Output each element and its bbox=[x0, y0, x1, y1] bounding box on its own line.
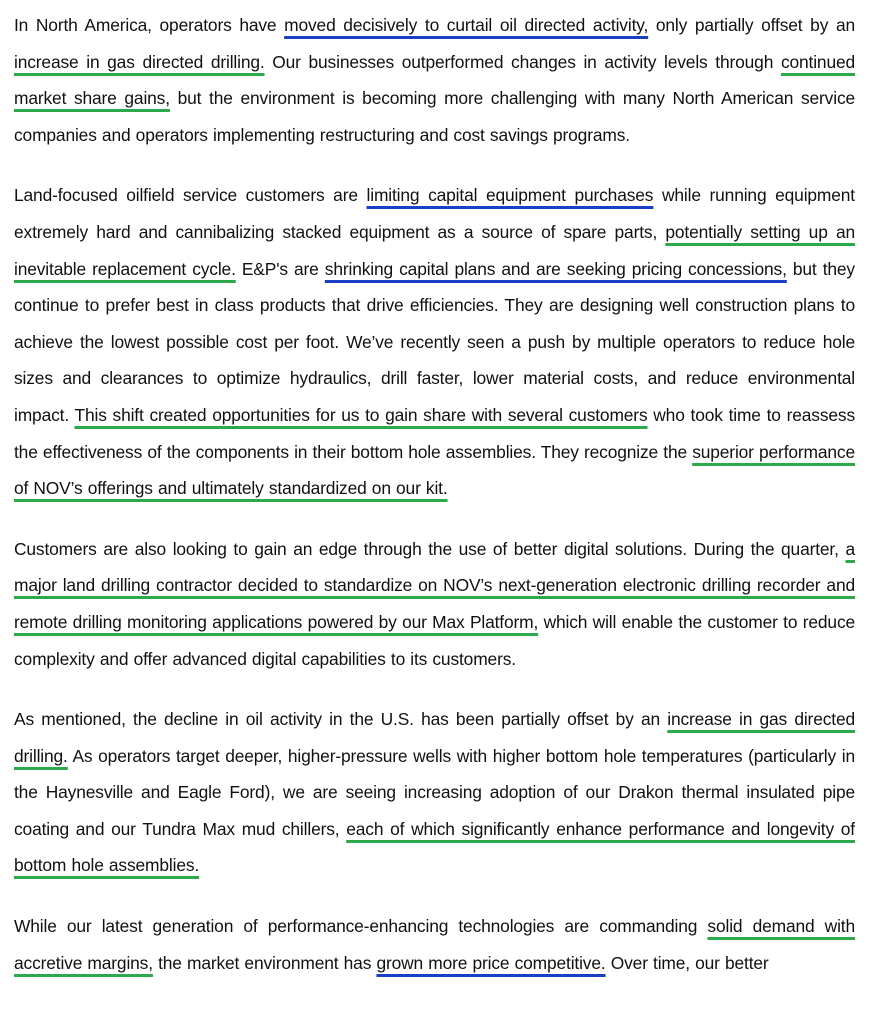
green-underlined-phrase: potentially setting up an inevitable replacement cycle. bbox=[14, 221, 856, 279]
paragraph-digital-solutions bbox=[14, 531, 855, 677]
text-segment: Customers are also looking to gain an edge through the use of better digital solutions. During the quarter, bbox=[14, 538, 846, 559]
green-underlined-phrase: This shift created opportunities for us to gain share with several customers bbox=[74, 404, 648, 425]
text-segment: As mentioned, the decline in oil activity in the U.S. has been partially offset by an bbox=[14, 709, 668, 730]
green-underlined-phrase: a major land drilling contractor decided to standardize on NOV’s next-generation electronic drilling recorder and remote drilling monitoring applications powered by our Max Platform, bbox=[14, 538, 855, 632]
text-segment: As operators target deeper, higher-pressure wells with higher bottom hole temperatures (particularly in the Haynesville and Eagle Ford), we are seeing increasing adoption of our Drakon thermal insulated pipe coating and our Tundra Max mud chillers, bbox=[14, 745, 855, 839]
text-segment: but they continue to prefer best in class products that drive efficiencies. They are designing well construction plans to achieve the lowest possible cost per foot. We’ve recently seen a push by multiple operators to reduce hole sizes and clearances to optimize hydraulics, drill faster, lower material costs, and reduce environmental impact. bbox=[14, 258, 855, 425]
blue-underlined-phrase: limiting capital equipment purchases bbox=[366, 185, 654, 206]
text-segment: In North America, operators have bbox=[14, 15, 285, 35]
text-segment: Land-focused oilfield service customers are bbox=[14, 185, 367, 206]
document-page bbox=[14, 7, 855, 1005]
green-underlined-phrase: each of which significantly enhance performance and longevity of bottom hole assemblies. bbox=[14, 818, 855, 876]
green-underlined-phrase: increase in gas directed drilling. bbox=[14, 51, 265, 72]
text-segment: Over time, our better bbox=[605, 952, 769, 973]
text-segment: the market environment has bbox=[152, 952, 377, 973]
green-underlined-phrase: superior performance of NOV’s offerings and ultimately standardized on our kit. bbox=[14, 441, 855, 499]
blue-underlined-phrase: moved decisively to curtail oil directed activity, bbox=[284, 15, 649, 35]
text-segment: only partially offset by an bbox=[648, 15, 855, 35]
paragraph-land-focused bbox=[14, 177, 855, 506]
paragraph-technologies bbox=[14, 908, 855, 981]
blue-underlined-phrase: shrinking capital plans and are seeking pricing concessions, bbox=[324, 258, 787, 279]
green-underlined-phrase: continued market share gains, bbox=[14, 51, 856, 109]
text-segment: which will enable the customer to reduce complexity and offer advanced digital capabilities to its customers. bbox=[14, 611, 856, 669]
text-segment: Our businesses outperformed changes in activity levels through bbox=[264, 51, 781, 72]
paragraph-north-america bbox=[14, 7, 855, 153]
text-segment: but the environment is becoming more challenging with many North American service companies and operators implementing restructuring and cost savings programs. bbox=[14, 88, 856, 145]
text-segment: who took time to reassess the effectiveness of the components in their bottom hole assemblies. They recognize the bbox=[14, 404, 855, 462]
green-underlined-phrase: solid demand with accretive margins, bbox=[14, 916, 855, 973]
text-segment: While our latest generation of performance-enhancing technologies are commanding bbox=[14, 916, 708, 937]
paragraph-gas-drilling bbox=[14, 701, 855, 884]
blue-underlined-phrase: grown more price competitive. bbox=[376, 952, 606, 973]
text-segment: while running equipment extremely hard and cannibalizing stacked equipment as a source of spare parts, bbox=[14, 185, 855, 242]
green-underlined-phrase: increase in gas directed drilling. bbox=[14, 709, 855, 766]
text-segment: E&P's are bbox=[235, 258, 325, 279]
